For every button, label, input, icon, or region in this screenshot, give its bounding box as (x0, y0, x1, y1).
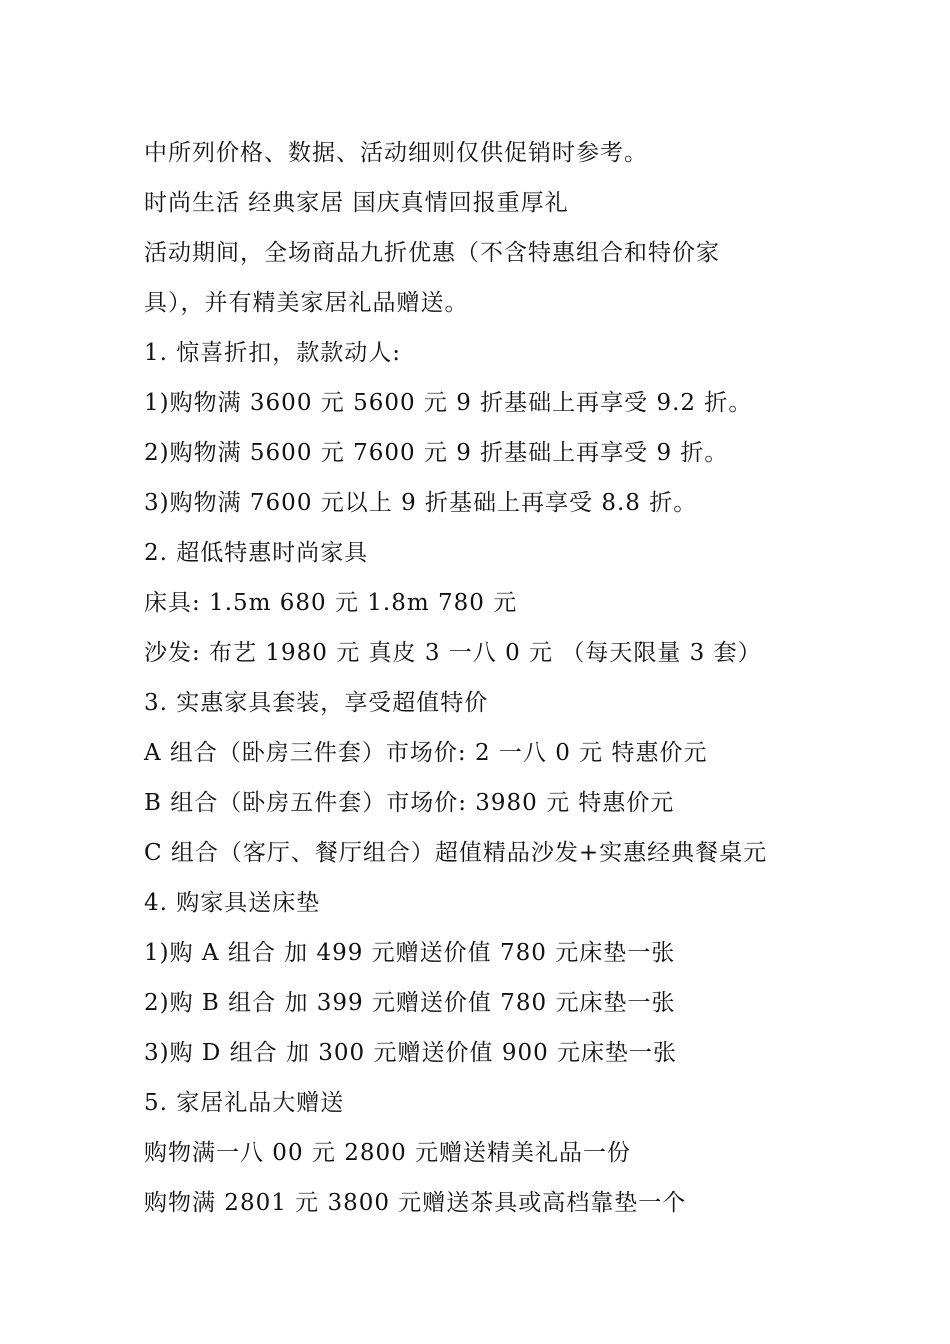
text-line: 时尚生活 经典家居 国庆真情回报重厚礼 (144, 190, 569, 216)
text-line: 中所列价格、数据、活动细则仅供促销时参考。 (144, 140, 648, 166)
section-heading: 1. 惊喜折扣，款款动人: (144, 340, 402, 366)
section-heading: 3. 实惠家具套装，享受超值特价 (144, 690, 489, 716)
section-heading: 2. 超低特惠时尚家具 (144, 540, 369, 566)
document-body (144, 128, 844, 1228)
text-line: 床具: 1.5m 680 元 1.8m 780 元 (144, 590, 518, 616)
text-line: 具），并有精美家居礼品赠送。 (144, 290, 469, 316)
text-line: 3)购物满 7600 元以上 9 折基础上再享受 8.8 折。 (144, 490, 698, 516)
text-line: 购物满 2801 元 3800 元赠送茶具或高档靠垫一个 (144, 1190, 687, 1216)
text-line: 1)购物满 3600 元 5600 元 9 折基础上再享受 9.2 折。 (144, 390, 753, 416)
section-heading: 5. 家居礼品大赠送 (144, 1090, 345, 1116)
text-line: 1)购 A 组合 加 499 元赠送价值 780 元床垫一张 (144, 940, 676, 966)
text-line: 2)购物满 5600 元 7600 元 9 折基础上再享受 9 折。 (144, 440, 729, 466)
text-line: 沙发: 布艺 1980 元 真皮 3 一八 0 元 （每天限量 3 套） (144, 640, 762, 666)
text-line: 购物满一八 00 元 2800 元赠送精美礼品一份 (144, 1140, 632, 1166)
text-line: B 组合（卧房五件套）市场价: 3980 元 特惠价元 (144, 790, 675, 816)
text-line: C 组合（客厅、餐厅组合）超值精品沙发+实惠经典餐桌元 (144, 840, 768, 866)
text-line: A 组合（卧房三件套）市场价: 2 一八 0 元 特惠价元 (144, 740, 708, 766)
section-heading: 4. 购家具送床垫 (144, 890, 321, 916)
text-line: 3)购 D 组合 加 300 元赠送价值 900 元床垫一张 (144, 1040, 678, 1066)
text-line: 2)购 B 组合 加 399 元赠送价值 780 元床垫一张 (144, 990, 676, 1016)
text-line: 活动期间，全场商品九折优惠（不含特惠组合和特价家 (144, 240, 720, 266)
